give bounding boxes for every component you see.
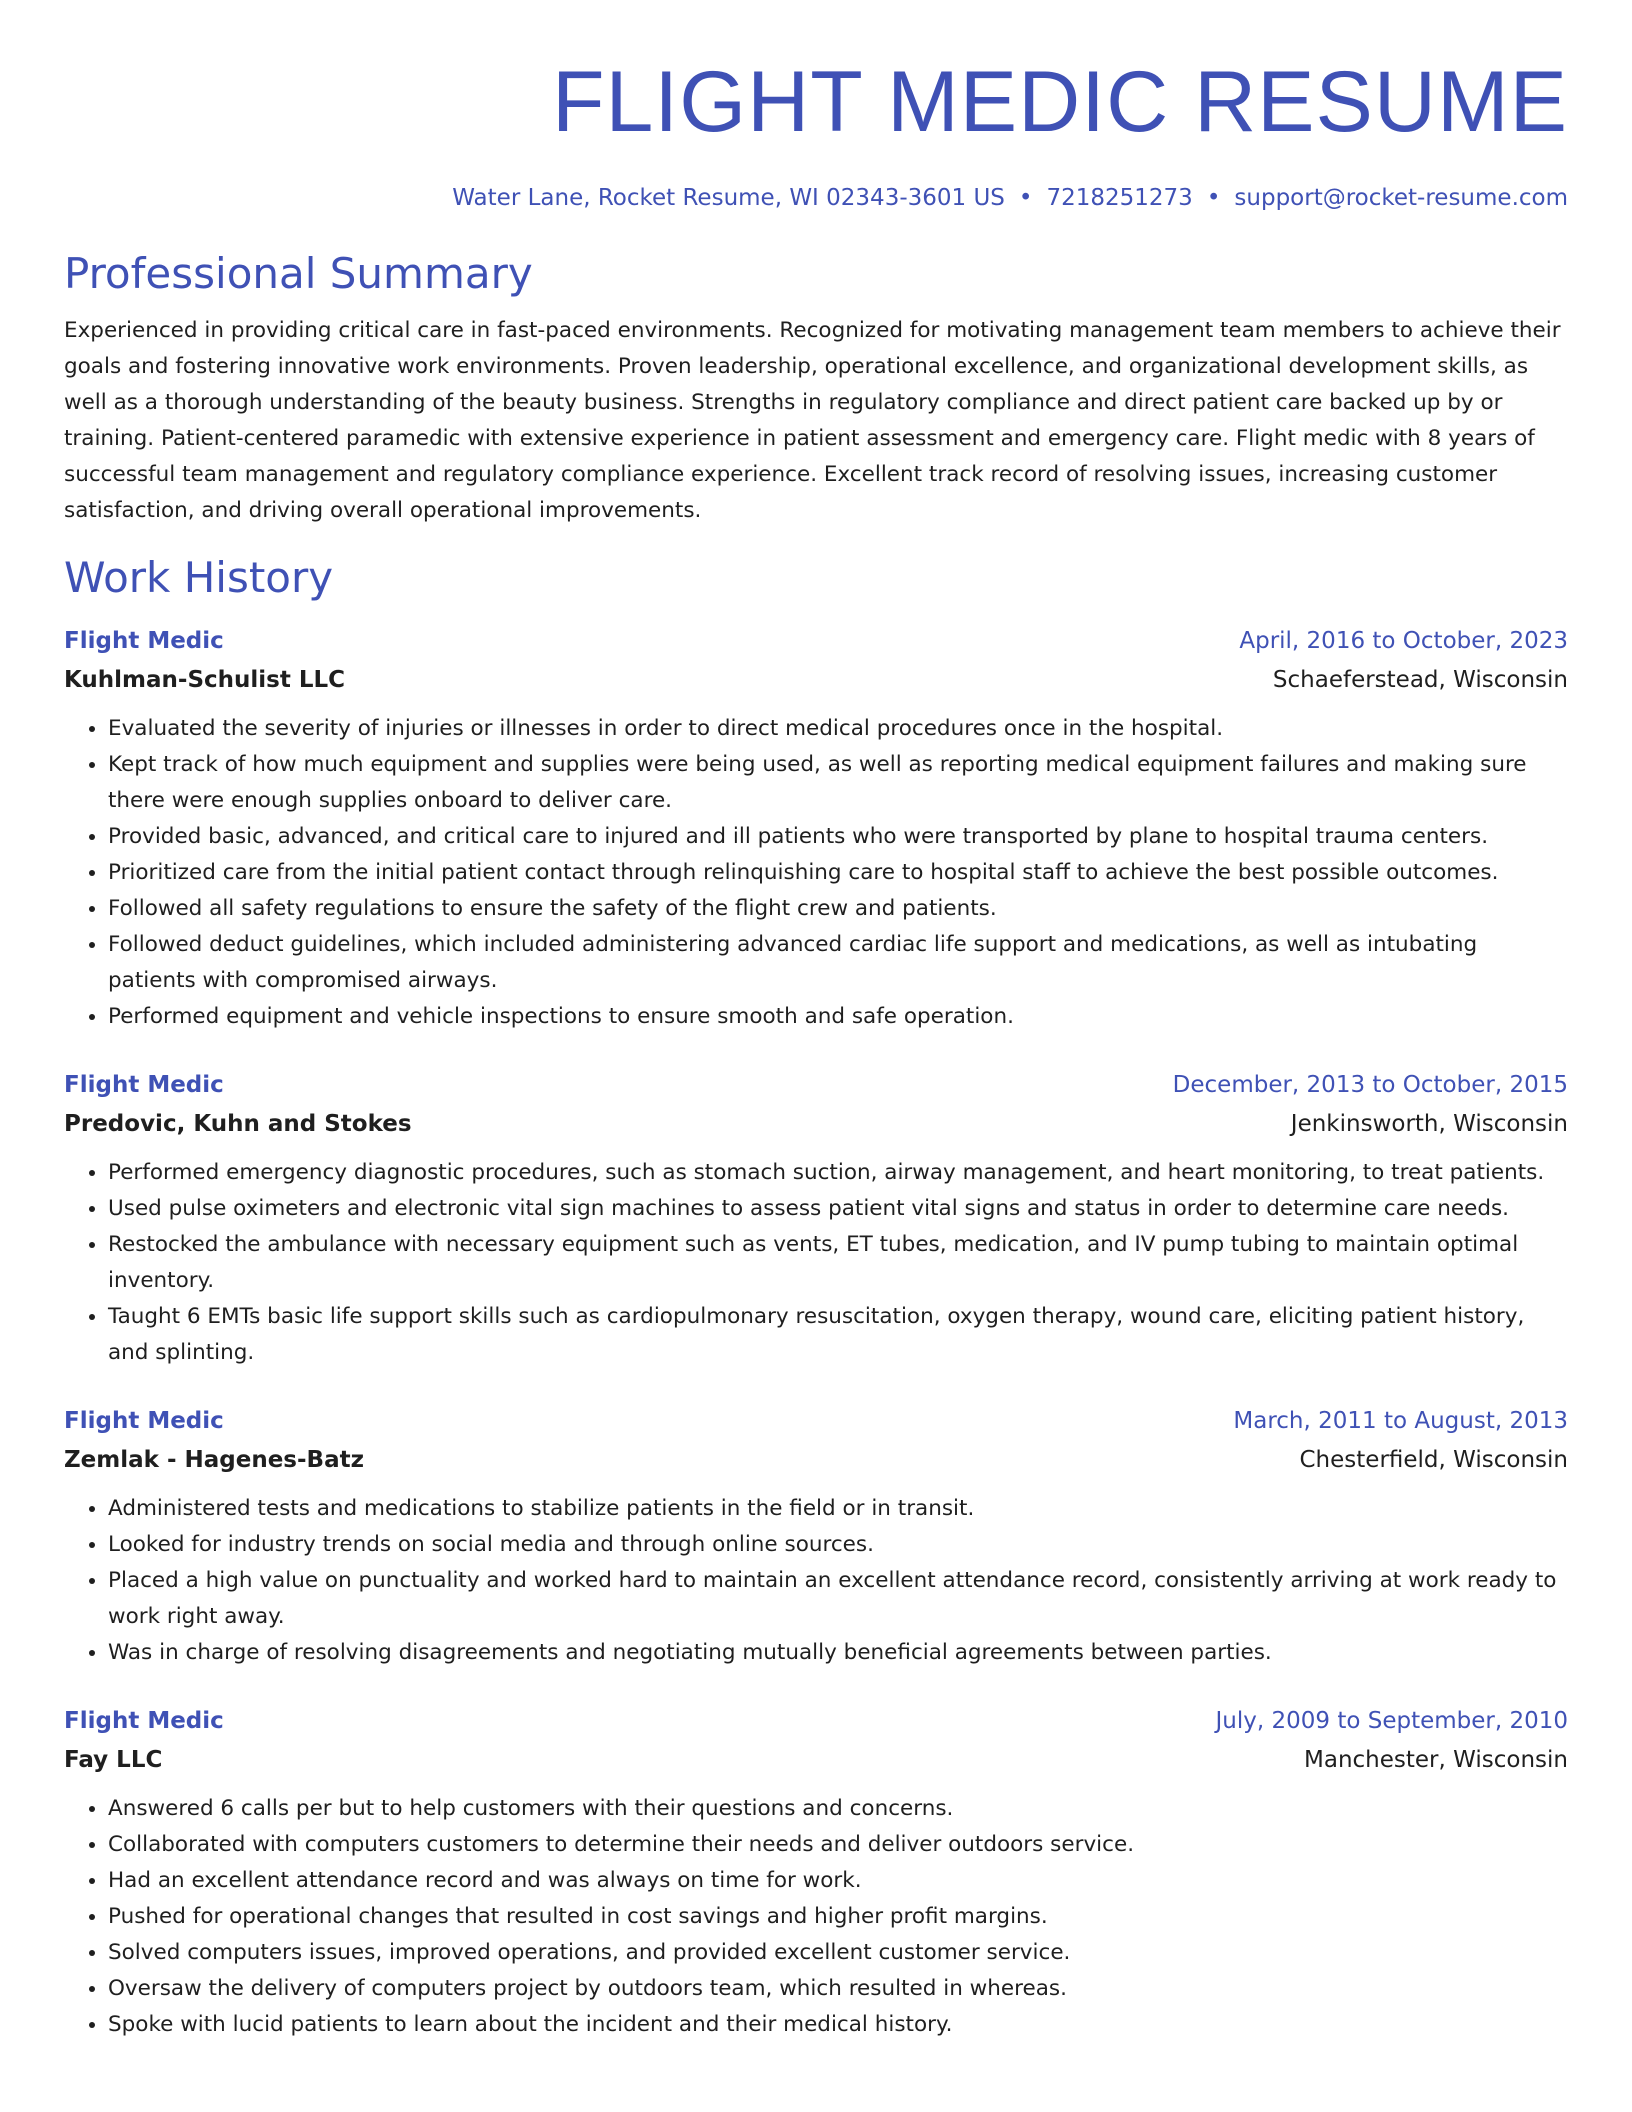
job-role: Flight Medic <box>64 1708 224 1734</box>
job-location: Schaeferstead, Wisconsin <box>1272 667 1568 693</box>
job-bullet: • Solved computers issues, improved operations, and provided excellent customer service. <box>108 1935 1568 1971</box>
job-dates: March, 2011 to August, 2013 <box>1233 1408 1568 1434</box>
job-role: Flight Medic <box>64 1072 224 1098</box>
contact-line <box>64 183 1568 213</box>
job-bullet: • Restocked the ambulance with necessary equipment such as vents, ET tubes, medication, and IV pump tubing to maintain optimal inventory. <box>108 1227 1568 1299</box>
job-bullet: • Performed equipment and vehicle inspections to ensure smooth and safe operation. <box>108 999 1568 1035</box>
job-dates: July, 2009 to September, 2010 <box>1215 1708 1568 1734</box>
job-bullet: • Taught 6 EMTs basic life support skills such as cardiopulmonary resuscitation, oxygen therapy, wound care, eliciting patient history, and splinting. <box>108 1299 1568 1371</box>
job-bullets <box>64 1491 1568 1671</box>
job-location: Chesterfield, Wisconsin <box>1299 1447 1568 1473</box>
job-bullet: • Placed a high value on punctuality and worked hard to maintain an excellent attendance record, consistently arriving at work ready to work right away. <box>108 1563 1568 1635</box>
resume-title: FLIGHT MEDIC RESUME <box>551 54 1568 150</box>
job-company: Kuhlman-Schulist LLC <box>64 667 346 693</box>
contact-phone: 7218251273 <box>1046 185 1193 211</box>
job-title-row <box>64 1401 1568 1441</box>
job-bullet: • Prioritized care from the initial patient contact through relinquishing care to hospital staff to achieve the best possible outcomes. <box>108 855 1568 891</box>
job-company-row <box>64 661 1568 699</box>
job-bullet: • Pushed for operational changes that resulted in cost savings and higher profit margins. <box>108 1899 1568 1935</box>
job-company: Predovic, Kuhn and Stokes <box>64 1111 412 1137</box>
job-bullet: • Performed emergency diagnostic procedures, such as stomach suction, airway management, and heart monitoring, to treat patients. <box>108 1155 1568 1191</box>
summary-text: Experienced in providing critical care in fast-paced environments. Recognized for motivating management team members to achieve their goals and fostering innovative work environments. Proven leadership, operational excellence, and organizational development skills, as well as a thorough understanding of the beauty business. Strengths in regulatory compliance and direct patient care backed up by or training. Patient-centered paramedic with extensive experience in patient assessment and emergency care. Flight medic with 8 years of successful team management and regulatory compliance experience. Excellent track record of resolving issues, increasing customer satisfaction, and driving overall operational improvements. <box>64 318 1561 523</box>
job-location: Manchester, Wisconsin <box>1304 1747 1568 1773</box>
job-location: Jenkinsworth, Wisconsin <box>1290 1111 1568 1137</box>
contact-separator: • <box>1206 185 1221 211</box>
job-title-row <box>64 621 1568 661</box>
job-title-row <box>64 1065 1568 1105</box>
job-bullets <box>64 1791 1568 2043</box>
job-bullet: • Provided basic, advanced, and critical care to injured and ill patients who were transported by plane to hospital trauma centers. <box>108 819 1568 855</box>
job-bullet: • Answered 6 calls per but to help customers with their questions and concerns. <box>108 1791 1568 1827</box>
job-bullets <box>64 1155 1568 1371</box>
job-bullets <box>64 711 1568 1035</box>
job-bullet: • Kept track of how much equipment and supplies were being used, as well as reporting medical equipment failures and making sure there were enough supplies onboard to deliver care. <box>108 747 1568 819</box>
job-bullet: • Spoke with lucid patients to learn about the incident and their medical history. <box>108 2007 1568 2043</box>
contact-separator: • <box>1018 185 1033 211</box>
job-entry <box>64 621 1568 1035</box>
job-dates: December, 2013 to October, 2015 <box>1172 1072 1568 1098</box>
job-bullet: • Followed all safety regulations to ensure the safety of the flight crew and patients. <box>108 891 1568 927</box>
contact-address: Water Lane, Rocket Resume, WI 02343-3601 US <box>452 185 1005 211</box>
summary-heading: Professional Summary <box>64 249 533 298</box>
work-history-heading: Work History <box>64 553 334 602</box>
job-bullet: • Used pulse oximeters and electronic vital sign machines to assess patient vital signs and status in order to determine care needs. <box>108 1191 1568 1227</box>
contact-email[interactable]: support@rocket-resume.com <box>1234 185 1568 211</box>
job-bullet: • Looked for industry trends on social media and through online sources. <box>108 1527 1568 1563</box>
job-dates: April, 2016 to October, 2023 <box>1239 628 1568 654</box>
job-role: Flight Medic <box>64 628 224 654</box>
job-entry <box>64 1701 1568 2043</box>
job-company-row <box>64 1105 1568 1143</box>
job-bullet: • Administered tests and medications to stabilize patients in the field or in transit. <box>108 1491 1568 1527</box>
job-bullet: • Followed deduct guidelines, which included administering advanced cardiac life support and medications, as well as intubating patients with compromised airways. <box>108 927 1568 999</box>
job-bullet: • Evaluated the severity of injuries or illnesses in order to direct medical procedures once in the hospital. <box>108 711 1568 747</box>
job-company-row <box>64 1741 1568 1779</box>
job-company-row <box>64 1441 1568 1479</box>
job-company: Zemlak - Hagenes-Batz <box>64 1447 364 1473</box>
job-entry <box>64 1065 1568 1371</box>
job-bullet: • Oversaw the delivery of computers project by outdoors team, which resulted in whereas. <box>108 1971 1568 2007</box>
job-bullet: • Was in charge of resolving disagreements and negotiating mutually beneficial agreements between parties. <box>108 1635 1568 1671</box>
job-company: Fay LLC <box>64 1747 163 1773</box>
job-bullet: • Collaborated with computers customers to determine their needs and deliver outdoors service. <box>108 1827 1568 1863</box>
job-entry <box>64 1401 1568 1671</box>
work-history-list <box>64 621 1568 2043</box>
job-role: Flight Medic <box>64 1408 224 1434</box>
job-bullet: • Had an excellent attendance record and was always on time for work. <box>108 1863 1568 1899</box>
job-title-row <box>64 1701 1568 1741</box>
resume-header <box>64 56 1568 213</box>
